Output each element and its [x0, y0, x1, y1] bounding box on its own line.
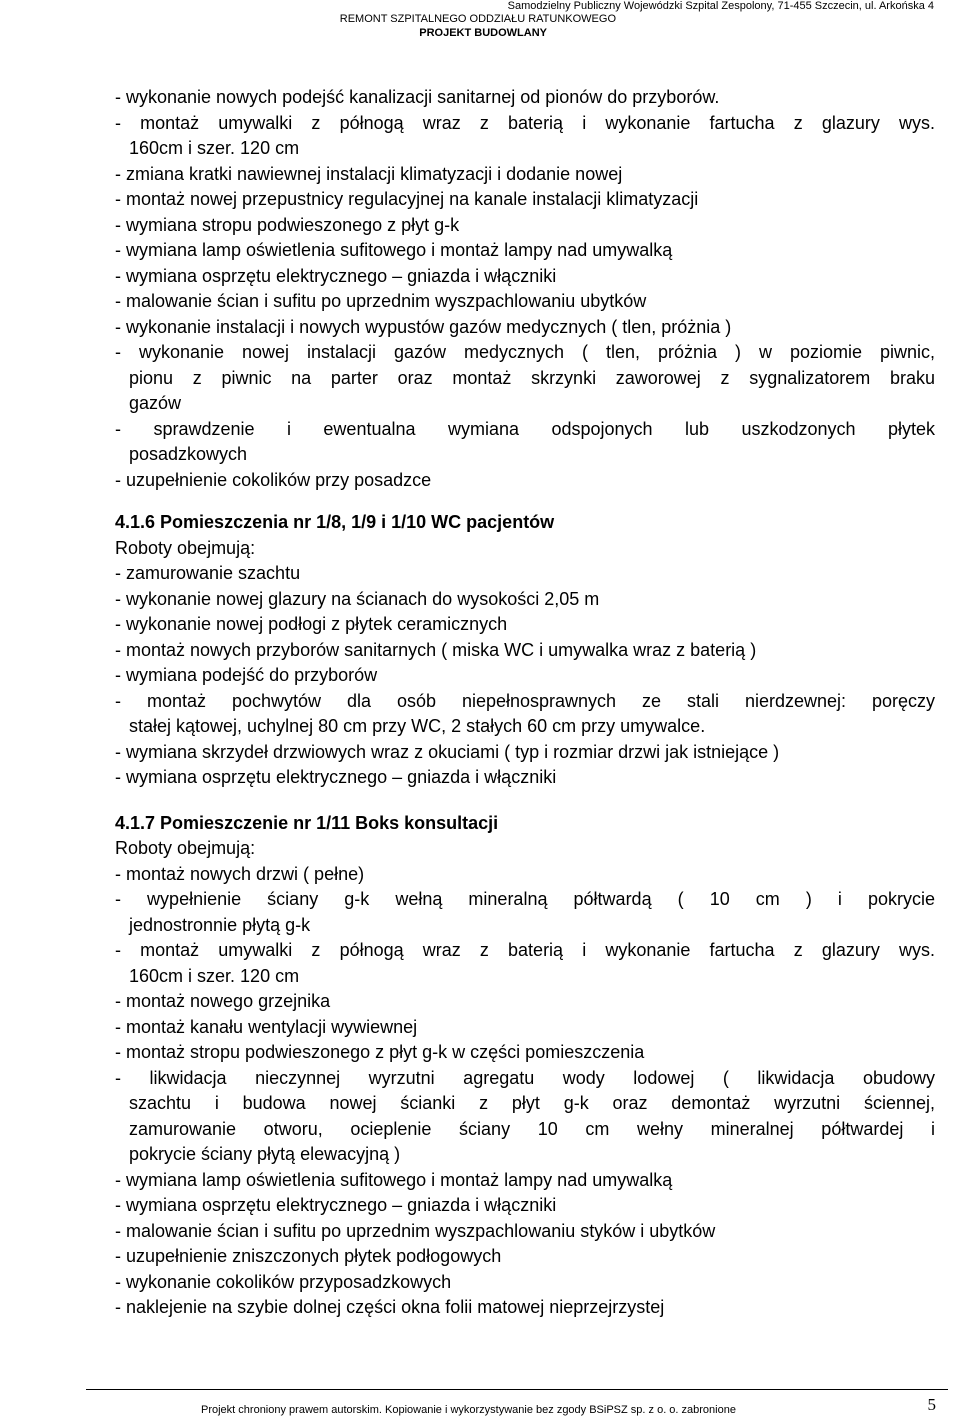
list-item: - montaż nowej przepustnicy regulacyjnej na kanale instalacji klimatyzacji [115, 189, 699, 209]
list-item: - wymiana lamp oświetlenia sufitowego i montaż lampy nad umywalką [115, 240, 673, 260]
list-item-continuation: pokrycie ściany płytą elewacyjną ) [129, 1144, 401, 1164]
list-item: - wymiana osprzętu elektrycznego – gniazda i włączniki [115, 767, 557, 787]
list-item: - uzupełnienie cokolików przy posadzce [115, 469, 432, 490]
list-item: - wykonanie cokolików przyposadzkowych [115, 1271, 452, 1292]
list-item: - wymiana osprzętu elektrycznego – gniazda i włączniki [115, 265, 557, 286]
list-item-continuation: jednostronnie płytą g-k [129, 914, 311, 935]
list-item: - wykonanie nowej instalacji gazów medycznych ( tlen, próżnia ) w poziomie piwnic, [115, 342, 935, 362]
list-item: - uzupełnienie zniszczonych płytek podłogowych [115, 1246, 502, 1266]
list-item: - montaż kanału wentylacji wywiewnej [115, 1016, 418, 1037]
list-item: - malowanie ścian i sufitu po uprzednim wyszpachlowaniu styków i ubytków [115, 1220, 716, 1241]
list-item-continuation: gazów [129, 393, 182, 413]
list-item: - sprawdzenie i ewentualna wymiana odspojonych lub uszkodzonych płytek [115, 418, 935, 439]
header-project-type: PROJEKT BUDOWLANY [419, 27, 547, 39]
list-item-continuation: stałej kątowej, uchylnej 80 cm przy WC, 2 stałych 60 cm przy umywalce. [129, 716, 706, 736]
list-item-continuation: 160cm i szer. 120 cm [129, 138, 300, 158]
list-item-continuation: pionu z piwnic na parter oraz montaż skrzynki zaworowej z sygnalizatorem braku [129, 367, 935, 388]
list-item: - wymiana skrzydeł drzwiowych wraz z okuciami ( typ i rozmiar drzwi jak istniejące ) [115, 741, 780, 762]
list-item: - wymiana lamp oświetlenia sufitowego i montaż lampy nad umywalką [115, 1169, 673, 1190]
list-item: - wykonanie nowej glazury na ścianach do wysokości 2,05 m [115, 588, 600, 609]
list-item: - zamurowanie szachtu [115, 563, 301, 583]
footer-copyright: Projekt chroniony prawem autorskim. Kopiowanie i wykorzystywanie bez zgody BSiPSZ sp. z o. o. zabronione [201, 1404, 736, 1416]
list-item: - montaż stropu podwieszonego z płyt g-k w części pomieszczenia [115, 1042, 645, 1062]
list-item: - wykonanie nowych podejść kanalizacji sanitarnej od pionów do przyborów. [115, 87, 720, 107]
list-item: - wymiana osprzętu elektrycznego – gniazda i włączniki [115, 1195, 557, 1215]
list-item-continuation: posadzkowych [129, 444, 248, 464]
list-item-continuation: szachtu i budowa nowej ścianki z płyt g-k oraz demontaż wyrzutni ściennej, [129, 1093, 935, 1113]
list-item: - montaż pochwytów dla osób niepełnosprawnych ze stali nierdzewnej: poręczy [115, 690, 935, 711]
list-item-continuation: zamurowanie otworu, ocieplenie ściany 10 cm wełny mineralnej półtwardej i [129, 1118, 935, 1139]
list-item: - montaż umywalki z półnogą wraz z baterią i wykonanie fartucha z glazury wys. [115, 112, 935, 133]
section-heading: 4.1.7 Pomieszczenie nr 1/11 Boks konsultacji [115, 812, 499, 833]
header-hospital-address: Samodzielny Publiczny Wojewódzki Szpital Zespolony, 71-455 Szczecin, ul. Arkońska 4 [507, 0, 934, 12]
list-item: - malowanie ścian i sufitu po uprzednim wyszpachlowaniu ubytków [115, 291, 647, 311]
list-item: - zmiana kratki nawiewnej instalacji klimatyzacji i dodanie nowej [115, 163, 623, 184]
document-body [115, 85, 935, 1321]
section-4-1-6 [115, 510, 935, 791]
list-item: - naklejenie na szybie dolnej części okna folii matowej nieprzejrzystej [115, 1297, 665, 1317]
page-number: 5 [927, 1395, 936, 1414]
list-item: - wykonanie nowej podłogi z płytek ceramicznych [115, 614, 508, 634]
list-item: - likwidacja nieczynnej wyrzutni agregatu wody lodowej ( likwidacja obudowy [115, 1067, 935, 1088]
work-list-previous-room [115, 85, 935, 493]
list-item: - montaż umywalki z półnogą wraz z baterią i wykonanie fartucha z glazury wys. [115, 940, 935, 960]
list-item: - wymiana podejść do przyborów [115, 665, 378, 685]
section-heading: 4.1.6 Pomieszczenia nr 1/8, 1/9 i 1/10 WC pacjentów [115, 512, 555, 532]
section-4-1-7 [115, 811, 935, 1321]
list-item: - montaż nowych przyborów sanitarnych ( miska WC i umywalka wraz z baterią ) [115, 639, 757, 660]
list-item: - montaż nowego grzejnika [115, 991, 331, 1011]
list-item-continuation: 160cm i szer. 120 cm [129, 965, 300, 986]
footer-divider [86, 1389, 948, 1390]
section-intro: Roboty obejmują: [115, 838, 256, 858]
list-item: - wykonanie instalacji i nowych wypustów gazów medycznych ( tlen, próżnia ) [115, 316, 732, 337]
section-intro: Roboty obejmują: [115, 537, 256, 558]
list-item: - wymiana stropu podwieszonego z płyt g-k [115, 214, 460, 235]
page-header [0, 0, 960, 40]
list-item: - montaż nowych drzwi ( pełne) [115, 863, 365, 884]
header-project-name: REMONT SZPITALNEGO ODDZIAŁU RATUNKOWEGO [339, 13, 616, 25]
list-item: - wypełnienie ściany g-k wełną mineralną półtwardą ( 10 cm ) i pokrycie [115, 889, 935, 909]
